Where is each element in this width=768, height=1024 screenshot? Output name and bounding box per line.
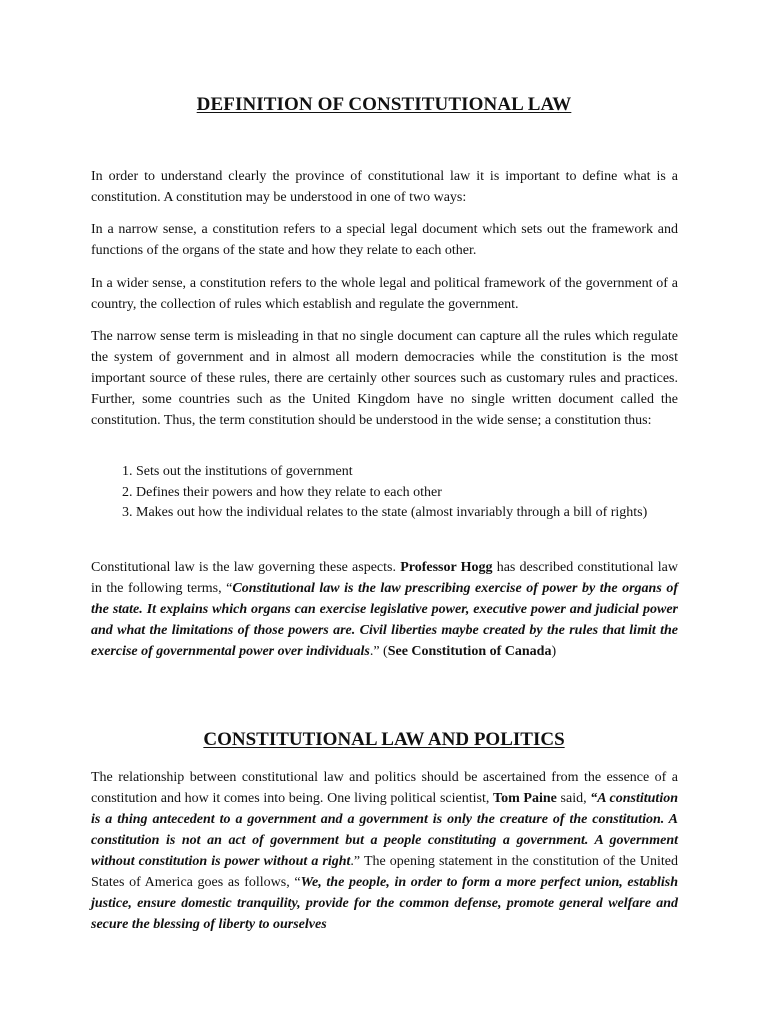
paragraph-paine [91, 767, 678, 935]
paine-quote: “A constitution is a thing antecedent to a government and a government is only the creature of the constitution. A constitution is not an act of government but a people constituting a government. A government without constitution is power without a right [91, 791, 678, 869]
list-item: 3. Makes out how the individual relates to the state (almost invariably through a bill of rights) [136, 503, 678, 524]
paragraph-wider-sense: In a wider sense, a constitution refers to the whole legal and political framework of the government of a country, the collection of rules which establish and regulate the government. [91, 276, 678, 312]
list-item: 1. Sets out the institutions of government [136, 462, 678, 483]
text-run: .” ( [369, 644, 388, 659]
paragraph-intro: In order to understand clearly the province of constitutional law it is important to define what is a constitution. A constitution may be understood in one of two ways: [91, 169, 678, 205]
text-run: Constitutional law is the law governing these aspects. [91, 560, 401, 575]
paragraph-narrow-sense: In a narrow sense, a constitution refers to a special legal document which sets out the framework and functions of the organs of the state and how they relate to each other. [91, 222, 678, 258]
list-item: 2. Defines their powers and how they relate to each other [136, 483, 678, 504]
tom-paine-name: Tom Paine [493, 791, 557, 806]
paragraph-hogg [91, 557, 678, 662]
heading-law-and-politics: CONSTITUTIONAL LAW AND POLITICS [203, 729, 565, 750]
text-run: ) [551, 644, 557, 659]
us-constitution-quote: We, the people, in order to form a more perfect union, establish justice, ensure domestic tranquility, provide for the common defense, promote general welfare and secure the blessing of liberty to ourselves [91, 875, 678, 932]
professor-hogg-name: Professor Hogg [400, 560, 493, 575]
hogg-quote: Constitutional law is the law prescribing exercise of power by the organs of the state. It explains which organs can exercise legislative power, executive power and judicial power and what the limitations of those powers are. Civil liberties maybe created by the rules that limit the exercise of governmental power over individuals [91, 581, 678, 659]
text-run: said, [556, 791, 591, 806]
paragraph-narrow-misleading: The narrow sense term is misleading in that no single document can capture all the rules which regulate the system of government and in almost all modern democracies while the constitution is the most important source of these rules, there are certainly other sources such as customary rules and practices. Further, some countries such as the United Kingdom have no single written document called the constitution. Thus, the term constitution should be understood in the wide sense; a constitution thus: [91, 329, 678, 428]
canada-reference: See Constitution of Canada [387, 644, 552, 659]
text-run: .” The opening statement in the constitution of the United States of America goes as follows, “ [91, 854, 678, 890]
text-run: The relationship between constitutional law and politics should be ascertained from the essence of a constitution and how it comes into being. One living political scientist, [91, 770, 678, 806]
text-run: has described constitutional law in the following terms, “ [91, 560, 679, 596]
constitution-functions-list [91, 462, 678, 524]
heading-definition: DEFINITION OF CONSTITUTIONAL LAW [196, 94, 572, 115]
